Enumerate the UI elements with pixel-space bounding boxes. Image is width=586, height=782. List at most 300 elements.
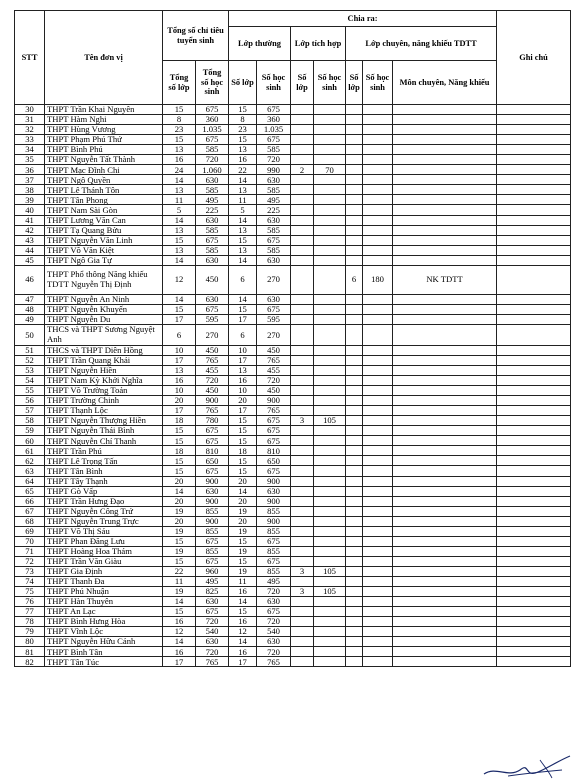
cell-thuong-so-lop: 16 bbox=[229, 587, 257, 597]
cell-chuyen-so-lop bbox=[346, 436, 363, 446]
cell-thuong-so-hs: 675 bbox=[257, 466, 291, 476]
cell-tong-so-lop: 18 bbox=[163, 416, 196, 426]
cell-thuong-so-lop: 13 bbox=[229, 245, 257, 255]
cell-tichhop-so-lop bbox=[291, 506, 314, 516]
header-ten-don-vi: Tên đơn vị bbox=[45, 11, 163, 105]
cell-ten-don-vi: THPT Trần Quang Khải bbox=[45, 355, 163, 365]
cell-tichhop-so-hs bbox=[314, 255, 346, 265]
cell-tichhop-so-hs bbox=[314, 294, 346, 304]
cell-mon-chuyen bbox=[393, 456, 497, 466]
cell-tichhop-so-hs bbox=[314, 125, 346, 135]
cell-thuong-so-hs: 675 bbox=[257, 607, 291, 617]
cell-tong-so-hs: 900 bbox=[196, 396, 229, 406]
cell-chuyen-so-hs bbox=[363, 175, 393, 185]
cell-chuyen-so-lop bbox=[346, 185, 363, 195]
cell-thuong-so-lop: 14 bbox=[229, 486, 257, 496]
cell-tong-so-hs: 900 bbox=[196, 476, 229, 486]
cell-tichhop-so-lop bbox=[291, 647, 314, 657]
cell-thuong-so-lop: 19 bbox=[229, 526, 257, 536]
cell-tong-so-lop: 17 bbox=[163, 314, 196, 324]
cell-tichhop-so-lop: 3 bbox=[291, 566, 314, 576]
cell-stt: 75 bbox=[15, 587, 45, 597]
header-lop-chuyen: Lớp chuyên, năng khiếu TDTT bbox=[346, 27, 497, 61]
cell-ten-don-vi: THPT Thạnh Lộc bbox=[45, 406, 163, 416]
cell-thuong-so-lop: 19 bbox=[229, 566, 257, 576]
cell-thuong-so-hs: 720 bbox=[257, 647, 291, 657]
cell-ten-don-vi: THPT Nguyễn Chí Thanh bbox=[45, 436, 163, 446]
cell-chuyen-so-lop bbox=[346, 255, 363, 265]
cell-chuyen-so-hs bbox=[363, 255, 393, 265]
header-stt: STT bbox=[15, 11, 45, 105]
cell-thuong-so-hs: 650 bbox=[257, 456, 291, 466]
table-row bbox=[15, 546, 571, 556]
cell-mon-chuyen bbox=[393, 526, 497, 536]
cell-tong-so-hs: 630 bbox=[196, 597, 229, 607]
table-row bbox=[15, 647, 571, 657]
cell-thuong-so-hs: 855 bbox=[257, 526, 291, 536]
cell-ten-don-vi: THPT Hàn Thuyên bbox=[45, 597, 163, 607]
cell-chuyen-so-lop bbox=[346, 516, 363, 526]
cell-ghi-chu bbox=[497, 546, 571, 556]
header-lop-thuong: Lớp thường bbox=[229, 27, 291, 61]
cell-stt: 58 bbox=[15, 416, 45, 426]
cell-tichhop-so-hs bbox=[314, 406, 346, 416]
cell-tong-so-hs: 765 bbox=[196, 657, 229, 667]
cell-ten-don-vi: THPT Tân Bình bbox=[45, 466, 163, 476]
cell-chuyen-so-hs bbox=[363, 125, 393, 135]
cell-tichhop-so-hs bbox=[314, 576, 346, 586]
cell-mon-chuyen bbox=[393, 235, 497, 245]
cell-chuyen-so-hs bbox=[363, 225, 393, 235]
cell-ten-don-vi: THPT Lê Thánh Tôn bbox=[45, 185, 163, 195]
cell-thuong-so-lop: 20 bbox=[229, 496, 257, 506]
cell-mon-chuyen bbox=[393, 647, 497, 657]
cell-tichhop-so-lop bbox=[291, 657, 314, 667]
cell-tichhop-so-hs bbox=[314, 637, 346, 647]
table-row bbox=[15, 125, 571, 135]
cell-thuong-so-lop: 22 bbox=[229, 165, 257, 175]
table-row bbox=[15, 304, 571, 314]
cell-chuyen-so-lop bbox=[346, 627, 363, 637]
cell-chuyen-so-lop bbox=[346, 376, 363, 386]
cell-tong-so-hs: 900 bbox=[196, 496, 229, 506]
cell-ten-don-vi: THPT Võ Trường Toản bbox=[45, 386, 163, 396]
cell-stt: 73 bbox=[15, 566, 45, 576]
cell-ten-don-vi: THPT Tân Phong bbox=[45, 195, 163, 205]
cell-thuong-so-hs: 900 bbox=[257, 496, 291, 506]
table-row bbox=[15, 516, 571, 526]
header-thuong-so-lop: Số lớp bbox=[229, 61, 257, 105]
cell-mon-chuyen bbox=[393, 135, 497, 145]
cell-thuong-so-hs: 630 bbox=[257, 637, 291, 647]
cell-tong-so-hs: 675 bbox=[196, 105, 229, 115]
cell-chuyen-so-hs bbox=[363, 294, 393, 304]
cell-tichhop-so-lop bbox=[291, 556, 314, 566]
cell-ghi-chu bbox=[497, 165, 571, 175]
cell-mon-chuyen bbox=[393, 396, 497, 406]
cell-ghi-chu bbox=[497, 345, 571, 355]
cell-chuyen-so-hs bbox=[363, 637, 393, 647]
cell-chuyen-so-hs bbox=[363, 576, 393, 586]
cell-ghi-chu bbox=[497, 376, 571, 386]
cell-chuyen-so-lop bbox=[346, 135, 363, 145]
cell-mon-chuyen bbox=[393, 185, 497, 195]
cell-tichhop-so-lop bbox=[291, 125, 314, 135]
cell-tong-so-lop: 12 bbox=[163, 627, 196, 637]
cell-tong-so-hs: 675 bbox=[196, 135, 229, 145]
cell-tong-so-hs: 675 bbox=[196, 436, 229, 446]
cell-tong-so-lop: 14 bbox=[163, 215, 196, 225]
cell-stt: 46 bbox=[15, 265, 45, 294]
cell-ten-don-vi: THPT Trần Văn Giàu bbox=[45, 556, 163, 566]
cell-thuong-so-lop: 18 bbox=[229, 446, 257, 456]
cell-thuong-so-lop: 15 bbox=[229, 456, 257, 466]
cell-stt: 67 bbox=[15, 506, 45, 516]
cell-ghi-chu bbox=[497, 185, 571, 195]
cell-chuyen-so-hs: 180 bbox=[363, 265, 393, 294]
cell-chuyen-so-lop bbox=[346, 345, 363, 355]
cell-tong-so-lop: 19 bbox=[163, 587, 196, 597]
table-row bbox=[15, 205, 571, 215]
cell-tichhop-so-hs bbox=[314, 446, 346, 456]
cell-tong-so-hs: 675 bbox=[196, 536, 229, 546]
cell-thuong-so-lop: 15 bbox=[229, 304, 257, 314]
cell-tong-so-lop: 24 bbox=[163, 165, 196, 175]
cell-ten-don-vi: THPT Ngô Quyền bbox=[45, 175, 163, 185]
cell-tong-so-lop: 18 bbox=[163, 446, 196, 456]
cell-chuyen-so-lop bbox=[346, 215, 363, 225]
cell-thuong-so-lop: 15 bbox=[229, 416, 257, 426]
cell-ten-don-vi: THPT An Lạc bbox=[45, 607, 163, 617]
cell-ten-don-vi: THPT Hùng Vương bbox=[45, 125, 163, 135]
cell-thuong-so-hs: 675 bbox=[257, 105, 291, 115]
cell-tichhop-so-lop bbox=[291, 386, 314, 396]
cell-thuong-so-lop: 20 bbox=[229, 476, 257, 486]
table-row bbox=[15, 255, 571, 265]
cell-ghi-chu bbox=[497, 446, 571, 456]
table-row bbox=[15, 245, 571, 255]
cell-tong-so-lop: 14 bbox=[163, 637, 196, 647]
cell-tong-so-hs: 495 bbox=[196, 576, 229, 586]
table-row bbox=[15, 175, 571, 185]
cell-thuong-so-lop: 19 bbox=[229, 546, 257, 556]
cell-chuyen-so-hs bbox=[363, 155, 393, 165]
quota-table bbox=[14, 10, 571, 667]
cell-tichhop-so-lop bbox=[291, 436, 314, 446]
cell-thuong-so-hs: 675 bbox=[257, 304, 291, 314]
cell-tong-so-lop: 16 bbox=[163, 617, 196, 627]
cell-ghi-chu bbox=[497, 396, 571, 406]
table-row bbox=[15, 496, 571, 506]
cell-tichhop-so-hs bbox=[314, 506, 346, 516]
cell-tong-so-hs: 455 bbox=[196, 365, 229, 375]
table-row bbox=[15, 165, 571, 175]
cell-chuyen-so-hs bbox=[363, 546, 393, 556]
cell-ghi-chu bbox=[497, 637, 571, 647]
cell-tong-so-lop: 13 bbox=[163, 185, 196, 195]
cell-tichhop-so-hs bbox=[314, 526, 346, 536]
cell-thuong-so-hs: 495 bbox=[257, 195, 291, 205]
cell-chuyen-so-lop bbox=[346, 617, 363, 627]
cell-tichhop-so-lop bbox=[291, 304, 314, 314]
cell-ten-don-vi: THPT Gò Vấp bbox=[45, 486, 163, 496]
cell-mon-chuyen bbox=[393, 466, 497, 476]
cell-ten-don-vi: THPT Tạ Quang Bửu bbox=[45, 225, 163, 235]
cell-ghi-chu bbox=[497, 245, 571, 255]
cell-ghi-chu bbox=[497, 235, 571, 245]
cell-tong-so-hs: 595 bbox=[196, 314, 229, 324]
cell-tichhop-so-lop: 3 bbox=[291, 416, 314, 426]
cell-tong-so-lop: 15 bbox=[163, 466, 196, 476]
cell-chuyen-so-hs bbox=[363, 365, 393, 375]
cell-tichhop-so-lop bbox=[291, 476, 314, 486]
cell-ten-don-vi: THPT Vĩnh Lộc bbox=[45, 627, 163, 637]
cell-stt: 60 bbox=[15, 436, 45, 446]
header-tichhop-so-hs: Số học sinh bbox=[314, 61, 346, 105]
cell-thuong-so-lop: 17 bbox=[229, 314, 257, 324]
cell-thuong-so-lop: 13 bbox=[229, 365, 257, 375]
cell-mon-chuyen bbox=[393, 195, 497, 205]
table-row bbox=[15, 466, 571, 476]
cell-ghi-chu bbox=[497, 225, 571, 235]
cell-tong-so-hs: 650 bbox=[196, 456, 229, 466]
cell-tichhop-so-lop bbox=[291, 486, 314, 496]
cell-thuong-so-lop: 15 bbox=[229, 536, 257, 546]
cell-tong-so-lop: 15 bbox=[163, 607, 196, 617]
cell-ten-don-vi: THPT Nam Kỳ Khởi Nghĩa bbox=[45, 376, 163, 386]
cell-ten-don-vi: THPT Gia Định bbox=[45, 566, 163, 576]
table-row bbox=[15, 556, 571, 566]
cell-mon-chuyen bbox=[393, 324, 497, 345]
cell-chuyen-so-hs bbox=[363, 185, 393, 195]
cell-chuyen-so-lop bbox=[346, 446, 363, 456]
cell-thuong-so-hs: 855 bbox=[257, 546, 291, 556]
cell-tong-so-lop: 20 bbox=[163, 516, 196, 526]
cell-tichhop-so-hs bbox=[314, 617, 346, 627]
cell-ghi-chu bbox=[497, 155, 571, 165]
cell-tichhop-so-hs bbox=[314, 235, 346, 245]
table-row bbox=[15, 506, 571, 516]
cell-mon-chuyen bbox=[393, 145, 497, 155]
cell-mon-chuyen bbox=[393, 105, 497, 115]
cell-ghi-chu bbox=[497, 265, 571, 294]
cell-chuyen-so-lop bbox=[346, 355, 363, 365]
cell-tichhop-so-hs bbox=[314, 516, 346, 526]
table-row bbox=[15, 436, 571, 446]
cell-tichhop-so-lop bbox=[291, 225, 314, 235]
table-row bbox=[15, 324, 571, 345]
cell-ten-don-vi: THPT Nguyễn Hiền bbox=[45, 365, 163, 375]
cell-thuong-so-hs: 675 bbox=[257, 556, 291, 566]
cell-thuong-so-hs: 765 bbox=[257, 657, 291, 667]
cell-tichhop-so-hs bbox=[314, 496, 346, 506]
cell-tichhop-so-lop bbox=[291, 205, 314, 215]
cell-tichhop-so-lop bbox=[291, 135, 314, 145]
cell-chuyen-so-hs bbox=[363, 486, 393, 496]
cell-ten-don-vi: THPT Hoàng Hoa Thám bbox=[45, 546, 163, 556]
cell-stt: 35 bbox=[15, 155, 45, 165]
cell-chuyen-so-hs bbox=[363, 165, 393, 175]
cell-stt: 50 bbox=[15, 324, 45, 345]
cell-stt: 71 bbox=[15, 546, 45, 556]
cell-stt: 40 bbox=[15, 205, 45, 215]
cell-thuong-so-hs: 585 bbox=[257, 225, 291, 235]
cell-tichhop-so-lop bbox=[291, 446, 314, 456]
cell-ghi-chu bbox=[497, 647, 571, 657]
cell-ghi-chu bbox=[497, 386, 571, 396]
cell-chuyen-so-hs bbox=[363, 345, 393, 355]
cell-tichhop-so-hs bbox=[314, 396, 346, 406]
cell-mon-chuyen bbox=[393, 516, 497, 526]
cell-chuyen-so-lop bbox=[346, 406, 363, 416]
header-tong-so-lop: Tổng số lớp bbox=[163, 61, 196, 105]
cell-tong-so-hs: 585 bbox=[196, 245, 229, 255]
cell-chuyen-so-lop bbox=[346, 304, 363, 314]
cell-tichhop-so-hs bbox=[314, 105, 346, 115]
cell-chuyen-so-lop bbox=[346, 526, 363, 536]
cell-ten-don-vi: THPT Nguyễn Thượng Hiền bbox=[45, 416, 163, 426]
table-header bbox=[15, 11, 571, 105]
cell-mon-chuyen bbox=[393, 506, 497, 516]
cell-tong-so-lop: 13 bbox=[163, 145, 196, 155]
cell-stt: 64 bbox=[15, 476, 45, 486]
cell-mon-chuyen bbox=[393, 486, 497, 496]
cell-mon-chuyen bbox=[393, 205, 497, 215]
cell-chuyen-so-lop bbox=[346, 506, 363, 516]
cell-tichhop-so-lop bbox=[291, 426, 314, 436]
cell-thuong-so-lop: 11 bbox=[229, 195, 257, 205]
header-chuyen-so-lop: Số lớp bbox=[346, 61, 363, 105]
cell-thuong-so-lop: 13 bbox=[229, 145, 257, 155]
cell-tichhop-so-lop bbox=[291, 376, 314, 386]
cell-tichhop-so-hs: 105 bbox=[314, 566, 346, 576]
cell-thuong-so-hs: 675 bbox=[257, 235, 291, 245]
cell-ghi-chu bbox=[497, 516, 571, 526]
cell-tong-so-lop: 15 bbox=[163, 105, 196, 115]
cell-ghi-chu bbox=[497, 355, 571, 365]
cell-tong-so-lop: 20 bbox=[163, 476, 196, 486]
cell-ten-don-vi: THCS và THPT Diên Hồng bbox=[45, 345, 163, 355]
cell-stt: 31 bbox=[15, 115, 45, 125]
cell-tong-so-hs: 630 bbox=[196, 215, 229, 225]
cell-mon-chuyen bbox=[393, 536, 497, 546]
cell-ten-don-vi: THPT Võ Văn Kiệt bbox=[45, 245, 163, 255]
cell-ghi-chu bbox=[497, 304, 571, 314]
cell-tichhop-so-lop bbox=[291, 496, 314, 506]
table-row bbox=[15, 265, 571, 294]
cell-tong-so-hs: 1.035 bbox=[196, 125, 229, 135]
cell-tong-so-hs: 825 bbox=[196, 587, 229, 597]
cell-chuyen-so-lop bbox=[346, 115, 363, 125]
cell-tong-so-lop: 15 bbox=[163, 426, 196, 436]
cell-tong-so-hs: 675 bbox=[196, 607, 229, 617]
cell-tong-so-lop: 15 bbox=[163, 536, 196, 546]
cell-thuong-so-hs: 455 bbox=[257, 365, 291, 375]
cell-tichhop-so-hs: 105 bbox=[314, 416, 346, 426]
cell-tichhop-so-lop bbox=[291, 546, 314, 556]
cell-ten-don-vi: THPT Phan Đăng Lưu bbox=[45, 536, 163, 546]
cell-chuyen-so-lop bbox=[346, 235, 363, 245]
cell-tong-so-lop: 14 bbox=[163, 597, 196, 607]
cell-tichhop-so-lop bbox=[291, 597, 314, 607]
cell-thuong-so-hs: 585 bbox=[257, 145, 291, 155]
cell-tong-so-lop: 19 bbox=[163, 506, 196, 516]
table-row bbox=[15, 476, 571, 486]
admission-quota-sheet bbox=[14, 10, 570, 667]
cell-stt: 74 bbox=[15, 576, 45, 586]
cell-tong-so-hs: 720 bbox=[196, 647, 229, 657]
table-row bbox=[15, 576, 571, 586]
cell-ghi-chu bbox=[497, 456, 571, 466]
cell-thuong-so-lop: 15 bbox=[229, 436, 257, 446]
cell-ten-don-vi: THPT Võ Thị Sáu bbox=[45, 526, 163, 536]
cell-ten-don-vi: THPT Phạm Phú Thứ bbox=[45, 135, 163, 145]
cell-chuyen-so-lop bbox=[346, 556, 363, 566]
cell-stt: 66 bbox=[15, 496, 45, 506]
cell-stt: 59 bbox=[15, 426, 45, 436]
cell-ghi-chu bbox=[497, 486, 571, 496]
cell-ten-don-vi: THPT Nguyễn Tất Thành bbox=[45, 155, 163, 165]
cell-tichhop-so-hs bbox=[314, 486, 346, 496]
cell-tichhop-so-lop bbox=[291, 175, 314, 185]
cell-tong-so-hs: 540 bbox=[196, 627, 229, 637]
table-row bbox=[15, 526, 571, 536]
cell-tong-so-lop: 14 bbox=[163, 486, 196, 496]
cell-tong-so-lop: 13 bbox=[163, 245, 196, 255]
cell-ten-don-vi: THPT Bình Hưng Hòa bbox=[45, 617, 163, 627]
cell-ten-don-vi: THPT Hàm Nghi bbox=[45, 115, 163, 125]
cell-tichhop-so-lop bbox=[291, 617, 314, 627]
cell-ghi-chu bbox=[497, 294, 571, 304]
cell-ten-don-vi: THPT Phú Nhuận bbox=[45, 587, 163, 597]
cell-stt: 68 bbox=[15, 516, 45, 526]
cell-tong-so-lop: 13 bbox=[163, 365, 196, 375]
cell-chuyen-so-hs bbox=[363, 496, 393, 506]
cell-tichhop-so-hs bbox=[314, 365, 346, 375]
table-row bbox=[15, 536, 571, 546]
cell-tong-so-hs: 675 bbox=[196, 235, 229, 245]
cell-chuyen-so-hs bbox=[363, 304, 393, 314]
cell-ghi-chu bbox=[497, 135, 571, 145]
cell-thuong-so-lop: 15 bbox=[229, 235, 257, 245]
cell-tichhop-so-lop bbox=[291, 345, 314, 355]
cell-thuong-so-lop: 15 bbox=[229, 135, 257, 145]
cell-tong-so-hs: 720 bbox=[196, 617, 229, 627]
cell-thuong-so-lop: 15 bbox=[229, 607, 257, 617]
cell-tichhop-so-lop bbox=[291, 265, 314, 294]
table-row bbox=[15, 587, 571, 597]
cell-mon-chuyen bbox=[393, 365, 497, 375]
cell-thuong-so-lop: 16 bbox=[229, 647, 257, 657]
cell-mon-chuyen bbox=[393, 225, 497, 235]
cell-ghi-chu bbox=[497, 607, 571, 617]
cell-chuyen-so-lop bbox=[346, 225, 363, 235]
table-row bbox=[15, 406, 571, 416]
cell-tong-so-hs: 360 bbox=[196, 115, 229, 125]
cell-tichhop-so-hs bbox=[314, 607, 346, 617]
cell-tong-so-lop: 14 bbox=[163, 255, 196, 265]
cell-tong-so-lop: 23 bbox=[163, 125, 196, 135]
cell-thuong-so-hs: 540 bbox=[257, 627, 291, 637]
cell-tichhop-so-hs bbox=[314, 546, 346, 556]
cell-stt: 80 bbox=[15, 637, 45, 647]
cell-tichhop-so-hs: 70 bbox=[314, 165, 346, 175]
cell-tichhop-so-hs bbox=[314, 536, 346, 546]
cell-tichhop-so-hs bbox=[314, 345, 346, 355]
table-row bbox=[15, 225, 571, 235]
cell-chuyen-so-lop bbox=[346, 386, 363, 396]
header-tong-so-hs: Tổng số học sinh bbox=[196, 61, 229, 105]
